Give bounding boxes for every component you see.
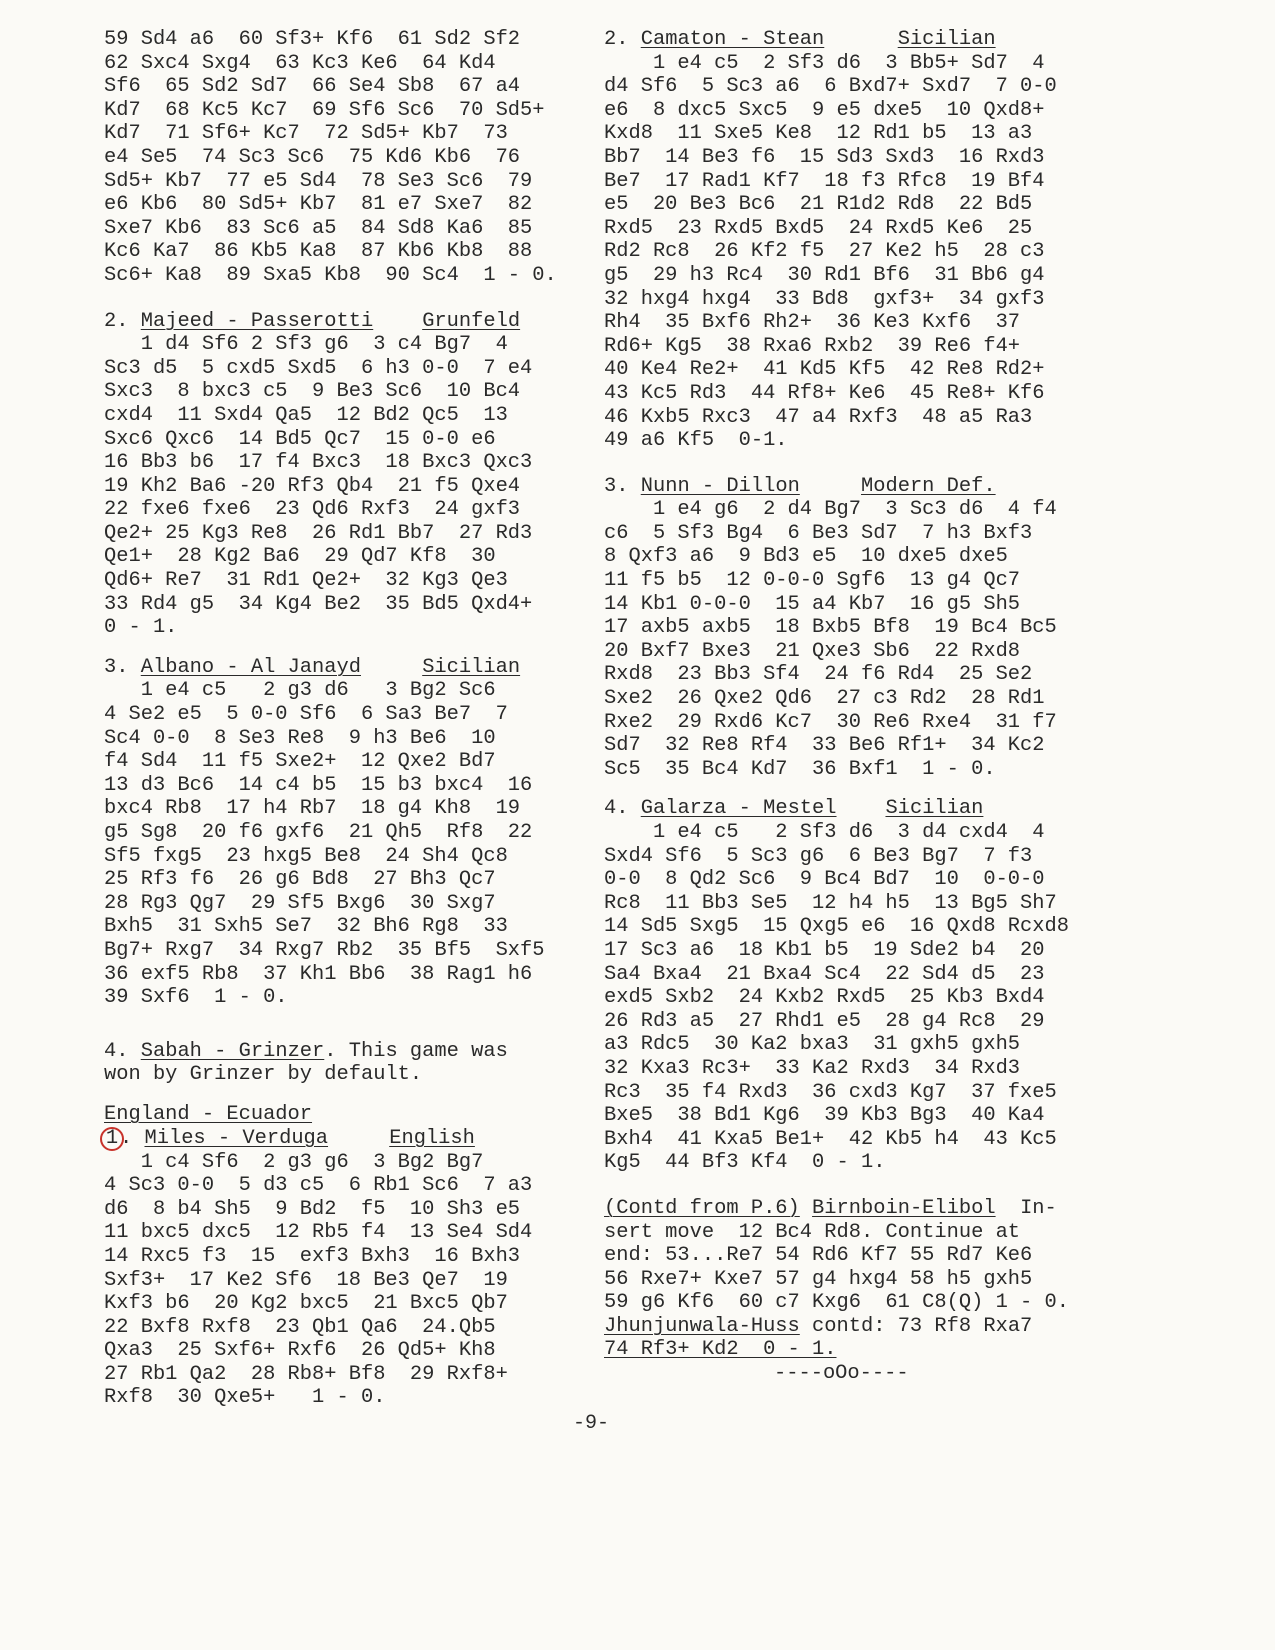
move-line: Kc6 Ka7 86 Kb5 Ka8 87 Kb6 Kb8 88 <box>104 240 533 264</box>
move-line: a3 Rdc5 30 Ka2 bxa3 31 gxh5 gxh5 <box>604 1033 1021 1057</box>
game-note: . This game was <box>324 1039 508 1063</box>
move-line: Kd7 71 Sf6+ Kc7 72 Sd5+ Kb7 73 <box>104 122 508 146</box>
move-line: Sxc6 Qxc6 14 Bd5 Qc7 15 0-0 e6 <box>104 427 496 451</box>
move-line: bxc4 Rb8 17 h4 Rb7 18 g4 Kh8 19 <box>104 797 521 821</box>
game-number: 4. <box>104 1039 129 1063</box>
move-line: Sa4 Bxa4 21 Bxa4 Sc4 22 Sd4 d5 23 <box>604 962 1045 986</box>
contd-after: In- <box>995 1196 1057 1220</box>
move-line: Rc8 11 Bb3 Se5 12 h4 h5 13 Bg5 Sh7 <box>604 891 1057 915</box>
move-line: cxd4 11 Sxd4 Qa5 12 Bd2 Qc5 13 <box>104 403 508 427</box>
game-number: 2. <box>104 309 129 333</box>
contd-line: 59 g6 Kf6 60 c7 Kxg6 61 C8(Q) 1 - 0. <box>604 1291 1069 1315</box>
game-sabah-grinzer <box>104 1040 604 1087</box>
game-heading <box>604 28 1124 52</box>
move-line: 14 Sd5 Sxg5 15 Qxg5 e6 16 Qxd8 Rcxd8 <box>604 915 1069 939</box>
game-opening: Sicilian <box>422 655 521 679</box>
move-line: Rxd5 23 Rxd5 Bxd5 24 Rxd5 Ke6 25 <box>604 216 1033 240</box>
move-line: c6 5 Sf3 Bg4 6 Be3 Sd7 7 h3 Bxf3 <box>604 521 1033 545</box>
move-line: 16 Bb3 b6 17 f4 Bxc3 18 Bxc3 Qxc3 <box>104 451 533 475</box>
contd-line: end: 53...Re7 54 Rd6 Kf7 55 Rd7 Ke6 <box>604 1244 1033 1268</box>
move-line: 8 Qxf3 a6 9 Bd3 e5 10 dxe5 dxe5 <box>604 545 1008 569</box>
game-number: 2. <box>604 28 629 51</box>
move-line: Bb7 14 Be3 f6 15 Sd3 Sxd3 16 Rxd3 <box>604 145 1045 169</box>
move-line: 0 - 1. <box>104 616 178 640</box>
move-line: 20 Bxf7 Bxe3 21 Qxe3 Sb6 22 Rxd8 <box>604 639 1021 663</box>
move-line: 59 Sd4 a6 60 Sf3+ Kf6 61 Sd2 Sf2 <box>104 28 521 51</box>
move-line: d4 Sf6 5 Sc3 a6 6 Bxd7+ Sxd7 7 0-0 <box>604 75 1057 99</box>
game-heading <box>604 797 1124 821</box>
game-heading <box>104 1040 604 1064</box>
game-players: Albano - Al Janayd <box>140 655 361 679</box>
move-line: g5 Sg8 20 f6 gxf6 21 Qh5 Rf8 22 <box>104 821 533 844</box>
move-line: Bxh4 41 Kxa5 Be1+ 42 Kb5 h4 43 Kc5 <box>604 1127 1057 1151</box>
move-line: Kxf3 b6 20 Kg2 bxc5 21 Bxc5 Qb7 <box>104 1292 508 1316</box>
move-line: 1 e4 c5 2 g3 d6 3 Bg2 Sc6 <box>104 679 496 703</box>
contd-heading <box>604 1197 1124 1221</box>
game-heading: 1. Miles - Verduga English <box>104 1127 604 1151</box>
game-heading <box>604 475 1124 499</box>
game-number: 3. <box>604 474 629 498</box>
move-line: 11 bxc5 dxc5 12 Rb5 f4 13 Se4 Sd4 <box>104 1221 533 1245</box>
move-line: 22 fxe6 fxe6 23 Qd6 Rxf3 24 gxf3 <box>104 498 521 522</box>
move-line: e5 20 Be3 Bc6 21 R1d2 Rd8 22 Bd5 <box>604 193 1033 217</box>
contd-line: sert move 12 Bc4 Rd8. Continue at <box>604 1220 1021 1244</box>
move-line: Sc4 0-0 8 Se3 Re8 9 h3 Be6 10 <box>104 726 496 750</box>
move-line: e6 8 dxc5 Sxc5 9 e5 dxe5 10 Qxd8+ <box>604 98 1045 122</box>
move-line: 1 e4 c5 2 Sf3 d6 3 d4 cxd4 4 <box>604 821 1045 844</box>
game-opening: Modern Def. <box>861 474 996 498</box>
contd-line: 56 Rxe7+ Kxe7 57 g4 hxg4 58 h5 gxh5 <box>604 1267 1033 1291</box>
move-line: Sxd4 Sf6 5 Sc3 g6 6 Be3 Bg7 7 f3 <box>604 844 1033 868</box>
move-line: 17 axb5 axb5 18 Bxb5 Bf8 19 Bc4 Bc5 <box>604 616 1057 640</box>
game-opening: English <box>389 1126 475 1150</box>
move-line: f4 Sd4 11 f5 Sxe2+ 12 Qxe2 Bd7 <box>104 750 496 774</box>
move-line: Rd6+ Kg5 38 Rxa6 Rxb2 39 Re6 f4+ <box>604 334 1021 358</box>
move-line: 1 d4 Sf6 2 Sf3 g6 3 c4 Bg7 4 <box>104 333 508 357</box>
move-line: Sxf3+ 17 Ke2 Sf6 18 Be3 Qe7 19 <box>104 1268 508 1292</box>
move-line: Qe2+ 25 Kg3 Re8 26 Rd1 Bb7 27 Rd3 <box>104 521 533 545</box>
move-line: 32 Kxa3 Rc3+ 33 Ka2 Rxd3 34 Rxd3 <box>604 1056 1021 1080</box>
move-line: 11 f5 b5 12 0-0-0 Sgf6 13 g4 Qc7 <box>604 569 1021 593</box>
game-players: Miles - Verduga <box>144 1126 329 1150</box>
game-players: Sabah - Grinzer <box>140 1039 325 1063</box>
move-line: Rxf8 30 Qxe5+ 1 - 0. <box>104 1386 386 1410</box>
move-line: e4 Se5 74 Sc3 Sc6 75 Kd6 Kb6 76 <box>104 145 521 169</box>
game-players: Galarza - Mestel <box>640 797 837 821</box>
move-line: 39 Sxf6 1 - 0. <box>104 986 288 1010</box>
move-line: Be7 17 Rad1 Kf7 18 f3 Rfc8 19 Bf4 <box>604 169 1045 193</box>
move-line: 1 e4 g6 2 d4 Bg7 3 Sc3 d6 4 f4 <box>604 498 1057 522</box>
move-line: 28 Rg3 Qg7 29 Sf5 Bxg6 30 Sxg7 <box>104 891 496 915</box>
move-line: Sxc3 8 bxc3 c5 9 Be3 Sc6 10 Bc4 <box>104 380 521 404</box>
move-line: Rd2 Rc8 26 Kf2 f5 27 Ke2 h5 28 c3 <box>604 240 1045 264</box>
move-line: Kg5 44 Bf3 Kf4 0 - 1. <box>604 1151 886 1175</box>
move-line: Sd7 32 Re8 Rf4 33 Be6 Rf1+ 34 Kc2 <box>604 734 1045 758</box>
move-line: Rxd8 23 Bb3 Sf4 24 f6 Rd4 25 Se2 <box>604 663 1033 687</box>
move-line: Rc3 35 f4 Rxd3 36 cxd3 Kg7 37 fxe5 <box>604 1080 1057 1104</box>
game-heading <box>104 656 604 680</box>
game-opening: Sicilian <box>897 28 996 51</box>
game-miles-verduga <box>104 1127 604 1411</box>
move-line: 62 Sxc4 Sxg4 63 Kc3 Ke6 64 Kd4 <box>104 51 496 75</box>
contd2-after: contd: 73 Rf8 Rxa7 <box>799 1314 1033 1338</box>
game-galarza-mestel <box>604 797 1124 1175</box>
move-line: Sc5 35 Bc4 Kd7 36 Bxf1 1 - 0. <box>604 757 996 781</box>
game-opening: Grunfeld <box>422 309 521 333</box>
move-line: Sxe7 Kb6 83 Sc6 a5 84 Sd8 Ka6 85 <box>104 216 533 240</box>
move-line: 4 Se2 e5 5 0-0 Sf6 6 Sa3 Be7 7 <box>104 703 508 727</box>
move-line: 0-0 8 Qd2 Sc6 9 Bc4 Bd7 10 0-0-0 <box>604 868 1045 892</box>
move-line: 26 Rd3 a5 27 Rhd1 e5 28 g4 Rc8 29 <box>604 1009 1045 1033</box>
move-line: Bg7+ Rxg7 34 Rxg7 Rb2 35 Bf5 Sxf5 <box>104 938 545 962</box>
game-players: Camaton - Stean <box>640 28 825 51</box>
contd2-line: 74 Rf3+ Kd2 0 - 1. <box>604 1338 837 1362</box>
right-column <box>604 28 1124 1386</box>
move-line: 25 Rf3 f6 26 g6 Bd8 27 Bh3 Qc7 <box>104 868 496 892</box>
move-line: 40 Ke4 Re2+ 41 Kd5 Kf5 42 Re8 Rd2+ <box>604 358 1045 382</box>
game-opening: Sicilian <box>885 797 984 821</box>
game-number-circled: 1 <box>100 1127 124 1151</box>
move-line: g5 29 h3 Rc4 30 Rd1 Bf6 31 Bb6 g4 <box>604 263 1045 287</box>
continuation-notes <box>604 1197 1124 1386</box>
game-albano-janayd <box>104 656 604 1010</box>
game-number: 4. <box>604 797 629 821</box>
move-line: Kd7 68 Kc5 Kc7 69 Sf6 Sc6 70 Sd5+ <box>104 98 545 122</box>
move-line: Sf5 fxg5 23 hxg5 Be8 24 Sh4 Qc8 <box>104 844 508 868</box>
move-line: e6 Kb6 80 Sd5+ Kb7 81 e7 Sxe7 82 <box>104 193 533 217</box>
move-line: 14 Rxc5 f3 15 exf3 Bxh3 16 Bxh3 <box>104 1244 521 1268</box>
move-line: Bxh5 31 Sxh5 Se7 32 Bh6 Rg8 33 <box>104 915 508 939</box>
move-line: Sf6 65 Sd2 Sd7 66 Se4 Sb8 67 a4 <box>104 75 521 99</box>
game-players: Majeed - Passerotti <box>140 309 374 333</box>
move-line: Bxe5 38 Bd1 Kg6 39 Kb3 Bg3 40 Ka4 <box>604 1104 1045 1128</box>
move-line: Rxe2 29 Rxd6 Kc7 30 Re6 Rxe4 31 f7 <box>604 710 1057 734</box>
contd2-game: Jhunjunwala-Huss <box>604 1314 800 1338</box>
game-majeed-passerotti <box>104 310 604 640</box>
move-line: 4 Sc3 0-0 5 d3 c5 6 Rb1 Sc6 7 a3 <box>104 1174 533 1198</box>
move-line: 49 a6 Kf5 0-1. <box>604 429 788 453</box>
move-line: 17 Sc3 a6 18 Kb1 b5 19 Sde2 b4 20 <box>604 938 1045 962</box>
move-line: 13 d3 Bc6 14 c4 b5 15 b3 bxc4 16 <box>104 773 533 797</box>
move-line: d6 8 b4 Sh5 9 Bd2 f5 10 Sh3 e5 <box>104 1197 521 1221</box>
move-line: Sc6+ Ka8 89 Sxa5 Kb8 90 Sc4 1 - 0. <box>104 263 557 287</box>
end-separator: ----oOo---- <box>774 1362 909 1386</box>
move-line: 27 Rb1 Qa2 28 Rb8+ Bf8 29 Rxf8+ <box>104 1362 508 1386</box>
move-line: Sc3 d5 5 cxd5 Sxd5 6 h3 0-0 7 e4 <box>104 356 533 380</box>
move-line: 22 Bxf8 Rxf8 23 Qb1 Qa6 24.Qb5 <box>104 1315 496 1339</box>
move-line: 1 e4 c5 2 Sf3 d6 3 Bb5+ Sd7 4 <box>604 51 1045 75</box>
move-line: 36 exf5 Rb8 37 Kh1 Bb6 38 Rag1 h6 <box>104 962 533 986</box>
game-note-line: won by Grinzer by default. <box>104 1063 423 1087</box>
move-line: 32 hxg4 hxg4 33 Bd8 gxf3+ 34 gxf3 <box>604 287 1045 311</box>
match-heading: England - Ecuador <box>104 1102 313 1126</box>
move-line: 43 Kc5 Rd3 44 Rf8+ Ke6 45 Re8+ Kf6 <box>604 381 1045 405</box>
game-nunn-dillon <box>604 475 1124 782</box>
move-line: 19 Kh2 Ba6 -20 Rf3 Qb4 21 f5 Qxe4 <box>104 474 521 498</box>
move-line: 1 c4 Sf6 2 g3 g6 3 Bg2 Bg7 <box>104 1150 484 1174</box>
move-line: 14 Kb1 0-0-0 15 a4 Kb7 16 g5 Sh5 <box>604 592 1021 616</box>
move-line: 33 Rd4 g5 34 Kg4 Be2 35 Bd5 Qxd4+ <box>104 592 533 616</box>
move-line: 46 Kxb5 Rxc3 47 a4 Rxf3 48 a5 Ra3 <box>604 405 1033 429</box>
game-players: Nunn - Dillon <box>640 474 800 498</box>
move-line: exd5 Sxb2 24 Kxb2 Rxd5 25 Kb3 Bxd4 <box>604 986 1045 1010</box>
game-number: 3. <box>104 655 129 679</box>
page-number: -9- <box>573 1412 610 1435</box>
contd2-heading <box>604 1315 1124 1339</box>
move-line: Kxd8 11 Sxe5 Ke8 12 Rd1 b5 13 a3 <box>604 122 1033 146</box>
move-line: Rh4 35 Bxf6 Rh2+ 36 Ke3 Kxf6 37 <box>604 311 1021 335</box>
move-line: Qe1+ 28 Kg2 Ba6 29 Qd7 Kf8 30 <box>104 545 496 569</box>
move-line: Qd6+ Re7 31 Rd1 Qe2+ 32 Kg3 Qe3 <box>104 569 508 593</box>
contd-ref: (Contd from P.6) <box>604 1196 800 1220</box>
contd-game: Birnboin-Elibol <box>812 1196 996 1220</box>
move-line: Sd5+ Kb7 77 e5 Sd4 78 Se3 Sc6 79 <box>104 169 533 193</box>
move-line: Qxa3 25 Sxf6+ Rxf6 26 Qd5+ Kh8 <box>104 1339 496 1363</box>
game-camaton-stean <box>604 28 1124 453</box>
game-continuation <box>104 28 604 288</box>
move-line: Sxe2 26 Qxe2 Qd6 27 c3 Rd2 28 Rd1 <box>604 687 1045 711</box>
left-column <box>104 28 604 1410</box>
game-heading <box>104 310 604 334</box>
